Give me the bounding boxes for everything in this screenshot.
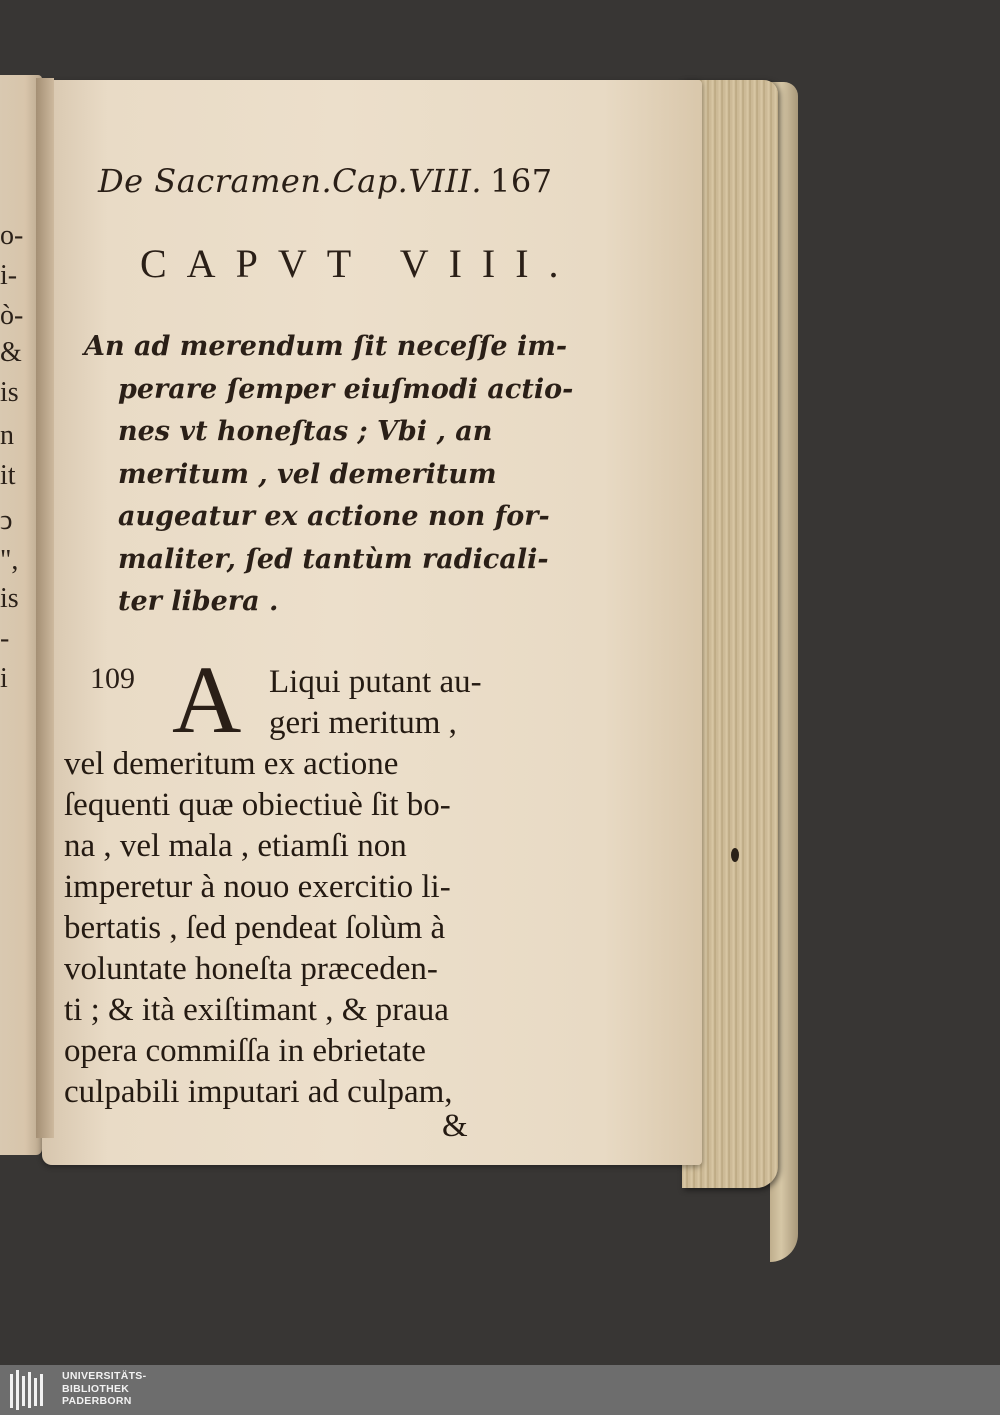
margin-fragment: it xyxy=(0,460,16,491)
library-name-line: UNIVERSITÄTS- xyxy=(62,1370,147,1382)
library-name-line: BIBLIOTHEK xyxy=(62,1382,130,1395)
summary-line: maliter, ſed tantùm radicali- xyxy=(118,543,549,575)
summary-line: meritum , vel demeritum xyxy=(118,458,497,490)
margin-fragment: n xyxy=(0,420,14,451)
chapter-summary xyxy=(84,326,574,624)
paragraph-number: 109 xyxy=(90,662,135,695)
body-text xyxy=(64,662,544,1113)
margin-fragment: o- xyxy=(0,220,24,251)
edge-mark xyxy=(731,848,739,862)
body-line: bertatis , ſed pendeat ſolùm à xyxy=(64,910,446,946)
running-head-title: De Sacramen.Cap.VIII. xyxy=(98,162,483,200)
body-line: geri meritum , xyxy=(269,705,457,741)
margin-fragment: i- xyxy=(0,260,18,291)
summary-line: augeatur ex actione non for- xyxy=(118,501,550,532)
drop-cap: A xyxy=(172,646,242,753)
body-line: na , vel mala , etiamſi non xyxy=(64,828,407,864)
margin-fragment: - xyxy=(0,623,10,654)
body-line: opera commiſſa in ebrietate xyxy=(64,1033,426,1069)
summary-line: An ad merendum ſit neceſſe im- xyxy=(84,331,568,362)
page-number: 167 xyxy=(490,162,553,200)
margin-fragment: & xyxy=(0,337,22,368)
body-line: ti ; & ità exiſtimant , & praua xyxy=(64,992,449,1028)
margin-fragment: ", xyxy=(0,545,19,576)
chapter-heading: CAPVT VIII. xyxy=(140,241,579,286)
catchword: & xyxy=(442,1108,468,1144)
summary-line: nes vt honeſtas ; Vbi , an xyxy=(118,416,493,447)
library-logo-icon xyxy=(8,1368,48,1412)
margin-fragment: is xyxy=(0,377,19,408)
margin-fragment: is xyxy=(0,583,19,614)
footer-bar xyxy=(0,1365,1000,1415)
body-line: Liqui putant au- xyxy=(269,664,482,700)
body-line: voluntate honeſta præceden- xyxy=(64,951,438,987)
body-line: ſequenti quæ obiectiuè ſit bo- xyxy=(64,787,451,823)
margin-fragment: ò- xyxy=(0,300,24,331)
running-head xyxy=(98,162,553,200)
page-gutter xyxy=(36,78,54,1138)
summary-line: perare ſemper eiuſmodi actio- xyxy=(118,373,574,405)
library-name xyxy=(62,1370,146,1408)
margin-fragment: ↄ xyxy=(0,505,13,536)
library-name-line: PADERBORN xyxy=(62,1395,132,1407)
body-line: culpabili imputari ad culpam, xyxy=(64,1074,453,1110)
summary-line: ter libera . xyxy=(118,586,279,617)
margin-fragment: i xyxy=(0,663,8,694)
body-line: imperetur à nouo exercitio li- xyxy=(64,869,451,905)
body-line: vel demeritum ex actione xyxy=(64,746,399,782)
